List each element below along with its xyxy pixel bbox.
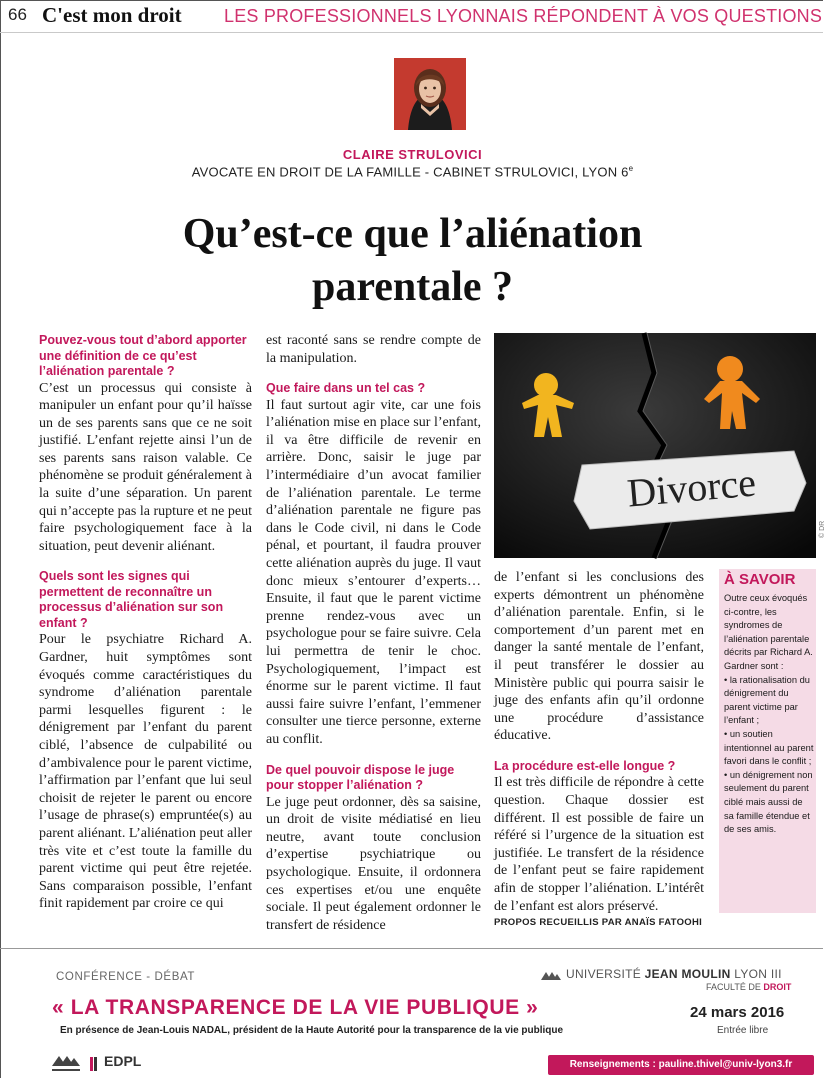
answer-3: Il faut surtout agir vite, car une fois l’aliénation mise en place sur l’enfant, il va être difficile de revenir en arrière. Donc, saisir le juge par l’intermédiaire d’un avocat familier de l’aliénation parentale. Le terme d’aliénation parentale ne figure pas dans le Code civil, ni dans le Code pénal, et pourtant, il faudra prouver cette aliénation auprès du juge. Il vaut donc mieux s’entourer d’experts… Ensuite, il faut que le parent victime prenne rendez-vous avec un psychologue pour se faire suivre. Cela lui permettra de tenir le choc. Psychologiquement, l’impact est énorme sur le parent victime. Il faut aussi faire suivre l’enfant, l’emmener consulter une tierce personne, externe au conflit. xyxy=(266,397,481,747)
interview-credit: PROPOS RECUEILLIS PAR ANAÏS FATOOHI xyxy=(494,917,703,929)
edpl-logo-text: EDPL xyxy=(104,1053,142,1069)
article-column-2 xyxy=(266,332,481,934)
ad-university xyxy=(566,967,782,981)
rubric-tagline: LES PROFESSIONNELS LYONNAIS RÉPONDENT À VOS QUESTIONS xyxy=(224,6,823,26)
ad-event-type: CONFÉRENCE - DÉBAT xyxy=(56,971,196,983)
answer-1: C’est un processus qui consiste à manipuler un enfant pour qu’il haïsse un de ses parents sans que ce ne soit justifié. L’enfant rejette ainsi l’un de ses parents sans raison valable. Ce phénomène se produit généralement à la suite d’une séparation. Un parent qui n’accepte pas la rupture et ne peut faire psychologiquement face à la situation, peut devenir aliénant. xyxy=(39,380,252,554)
university-logo-icon xyxy=(541,970,561,980)
faculty-name: DROIT xyxy=(763,982,792,992)
question-5: La procédure est-elle longue ? xyxy=(494,758,676,773)
header-rule xyxy=(0,32,823,33)
ad-contact-banner: Renseignements : pauline.thivel@univ-lyon3.fr xyxy=(548,1055,814,1075)
savoir-body xyxy=(724,592,814,837)
ad-entry: Entrée libre xyxy=(717,1025,769,1036)
author-role xyxy=(0,164,825,179)
savoir-item: • un dénigrement non seulement du parent ciblé mais aussi de sa famille étendue et de ses amis. xyxy=(724,769,813,835)
rubric-title: C'est mon droit xyxy=(42,3,182,27)
photo-sign-text: Divorce xyxy=(625,459,758,516)
edpl-logo-icon xyxy=(90,1057,104,1071)
question-4: De quel pouvoir dispose le juge pour stopper l’aliénation ? xyxy=(266,762,455,793)
article-column-3 xyxy=(494,569,704,929)
ad-faculty xyxy=(706,982,791,992)
author-name: CLAIRE STRULOVICI xyxy=(342,147,483,162)
savoir-title: À SAVOIR xyxy=(724,571,796,588)
answer-4-continued: de l’enfant si les conclusions des experts démontrent un phénomène d’aliénation parentale. Enfin, si le comportement d’un parent met en danger la santé mentale de l’enfant, il peut transférer le dossier au Ministère public qui pourra saisir le juge des enfants afin qu’il ordonne une procédure d’assistance éducative. xyxy=(494,570,704,744)
university-prefix: UNIVERSITÉ xyxy=(566,967,642,981)
ad-subtitle: En présence de Jean-Louis NADAL, président de la Haute Autorité pour la transparence de la vie publique xyxy=(60,1025,564,1036)
faculty-prefix: FACULTÉ DE xyxy=(706,982,761,992)
answer-2: Pour le psychiatre Richard A. Gardner, huit symptômes sont évoqués comme caractéristiques du syndrome d’aliénation parentale parmi lesquelles figurent : le dénigrement par l’enfant du parent ciblé, l’absence de culpabilité ou d’ambivalence pour le parent victime, l’affirmation par l’enfant que lui seul choisit de rejeter le parent ou encore l’usage de phrase(s) empruntée(s) au parent aliénant. L’aliénation peut aller très vite et c’est toute la famille du parent victime qui peut être rejetée. Sans comparaison possible, l’enfant finit rapidement par croire ce qui xyxy=(39,632,252,912)
ad-date: 24 mars 2016 xyxy=(690,1004,785,1021)
savoir-item: • un soutien intentionnel au parent favori dans le conflit ; xyxy=(724,728,814,767)
question-2: Quels sont les signes qui permettent de reconnaître un processus d’aliénation sur son enfant ? xyxy=(39,569,224,630)
page-number: 66 xyxy=(8,5,27,24)
question-3: Que faire dans un tel cas ? xyxy=(266,381,426,396)
ad-title: « LA TRANSPARENCE DE LA VIE PUBLIQUE » xyxy=(52,996,539,1019)
headline-line-1: Qu’est-ce que l’aliénation xyxy=(182,211,643,257)
savoir-intro: Outre ceux évoqués ci-contre, les syndromes de l’aliénation parentale décrits par Richard A. Gardner sont : xyxy=(724,593,813,671)
divorce-photo xyxy=(494,333,816,558)
savoir-item: • la rationalisation du dénigrement du parent victime par l’enfant ; xyxy=(724,674,810,726)
answer-5: Il est très difficile de répondre à cette question. Chaque dossier est différent. Il est possible de faire un référé si l’urgence de la situation est justifiée. Le transfert de la résidence de l’enfant peut se faire rapidement afin de stopper l’aliénation. L’intérêt de l’enfant est alors préservé. xyxy=(494,775,704,914)
author-role-text: AVOCATE EN DROIT DE LA FAMILLE - CABINET STRULOVICI, LYON 6 xyxy=(191,164,629,180)
university-name: JEAN MOULIN xyxy=(644,967,731,981)
photo-credit: © DR xyxy=(819,520,826,538)
ad-separator xyxy=(0,948,823,949)
question-1: Pouvez-vous tout d’abord apporter une définition de ce qu’est l’aliénation parentale ? xyxy=(39,333,247,378)
author-portrait xyxy=(394,58,466,130)
author-role-superscript: e xyxy=(628,164,634,173)
article-column-1 xyxy=(39,333,252,913)
headline-line-2: parentale ? xyxy=(311,264,514,310)
university-suffix: LYON III xyxy=(734,967,782,981)
jean-moulin-logo-icon xyxy=(52,1054,82,1074)
answer-4: Le juge peut ordonner, dès sa saisine, un droit de visite médiatisé en lieu neutre, avant toute conclusion d’expertise psychiatrique ou psychologique. Ensuite, il ordonnera ces expertises et/ou une enquête sociale. Il peut également ordonner le transfert de résidence xyxy=(266,794,481,933)
answer-2-continued: est raconté sans se rendre compte de la manipulation. xyxy=(266,333,481,366)
article-headline xyxy=(0,208,825,314)
